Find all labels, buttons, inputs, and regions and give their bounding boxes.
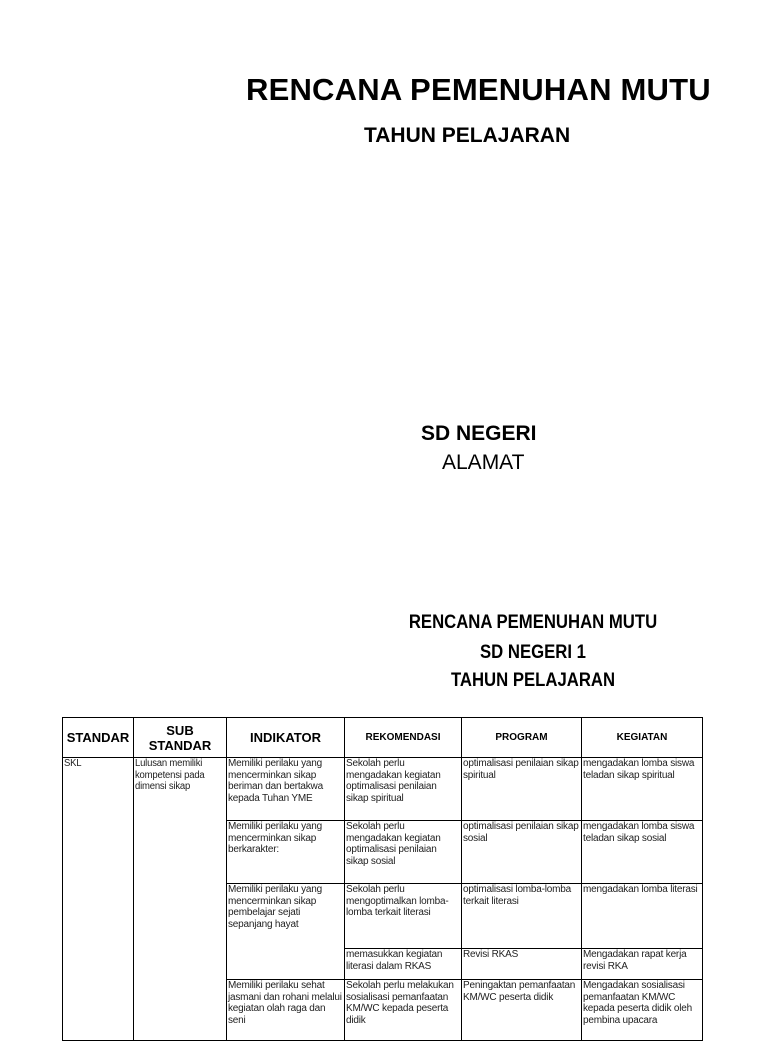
header-sub-standar: SUB STANDAR — [134, 718, 227, 758]
cell-indikator: Memiliki perilaku sehat jasmani dan rohani melalui kegiatan olah raga dan seni — [227, 980, 345, 1041]
cell-program: Revisi RKAS — [462, 949, 582, 980]
cell-kegiatan: Mengadakan rapat kerja revisi RKA — [582, 949, 703, 980]
cover-title: RENCANA PEMENUHAN MUTU — [246, 72, 711, 107]
cell-kegiatan: mengadakan lomba siswa teladan sikap spiritual — [582, 758, 703, 821]
cell-sub-standar — [134, 758, 227, 1041]
cell-kegiatan: mengadakan lomba siswa teladan sikap sosial — [582, 821, 703, 884]
section-title: RENCANA PEMENUHAN MUTU — [408, 612, 658, 633]
header-rekomendasi: REKOMENDASI — [345, 718, 462, 758]
cell-sub-standar-text: Lulusan memiliki kompetensi pada dimensi sikap — [135, 758, 205, 792]
table-header-row — [63, 718, 703, 758]
school-name: SD NEGERI — [421, 422, 537, 445]
cell-standar — [63, 758, 134, 1041]
cell-standar-text: SKL — [64, 758, 82, 769]
cell-rekomendasi: memasukkan kegiatan literasi dalam RKAS — [345, 949, 462, 980]
school-address: ALAMAT — [442, 451, 525, 474]
cell-rekomendasi: Sekolah perlu melakukan sosialisasi pemanfaatan KM/WC kepada peserta didik — [345, 980, 462, 1041]
section-school: SD NEGERI 1 — [480, 642, 586, 663]
header-program: PROGRAM — [462, 718, 582, 758]
plan-table — [62, 717, 703, 1041]
cell-program: optimalisasi penilaian sikap sosial — [462, 821, 582, 884]
section-year: TAHUN PELAJARAN — [450, 670, 616, 691]
cell-program: Peningaktan pemanfaatan KM/WC peserta didik — [462, 980, 582, 1041]
header-indikator: INDIKATOR — [227, 718, 345, 758]
cover-subtitle: TAHUN PELAJARAN — [364, 124, 571, 147]
cell-program: optimalisasi lomba-lomba terkait literasi — [462, 884, 582, 949]
cell-indikator: Memiliki perilaku yang mencerminkan sikap pembelajar sejati sepanjang hayat — [227, 884, 345, 980]
cell-program: optimalisasi penilaian sikap spiritual — [462, 758, 582, 821]
header-kegiatan: KEGIATAN — [582, 718, 703, 758]
cell-kegiatan: Mengadakan sosialisasi pemanfaatan KM/WC kepada peserta didik oleh pembina upacara — [582, 980, 703, 1041]
cell-rekomendasi: Sekolah perlu mengoptimalkan lomba-lomba terkait literasi — [345, 884, 462, 949]
cell-rekomendasi: Sekolah perlu mengadakan kegiatan optimalisasi penilaian sikap spiritual — [345, 758, 462, 821]
cell-indikator: Memiliki perilaku yang mencerminkan sikap berkarakter: — [227, 821, 345, 884]
cell-indikator: Memiliki perilaku yang mencerminkan sikap beriman dan bertakwa kepada Tuhan YME — [227, 758, 345, 821]
table-row — [63, 758, 703, 821]
cell-rekomendasi: Sekolah perlu mengadakan kegiatan optimalisasi penilaian sikap sosial — [345, 821, 462, 884]
cell-kegiatan: mengadakan lomba literasi — [582, 884, 703, 949]
header-standar: STANDAR — [63, 718, 134, 758]
